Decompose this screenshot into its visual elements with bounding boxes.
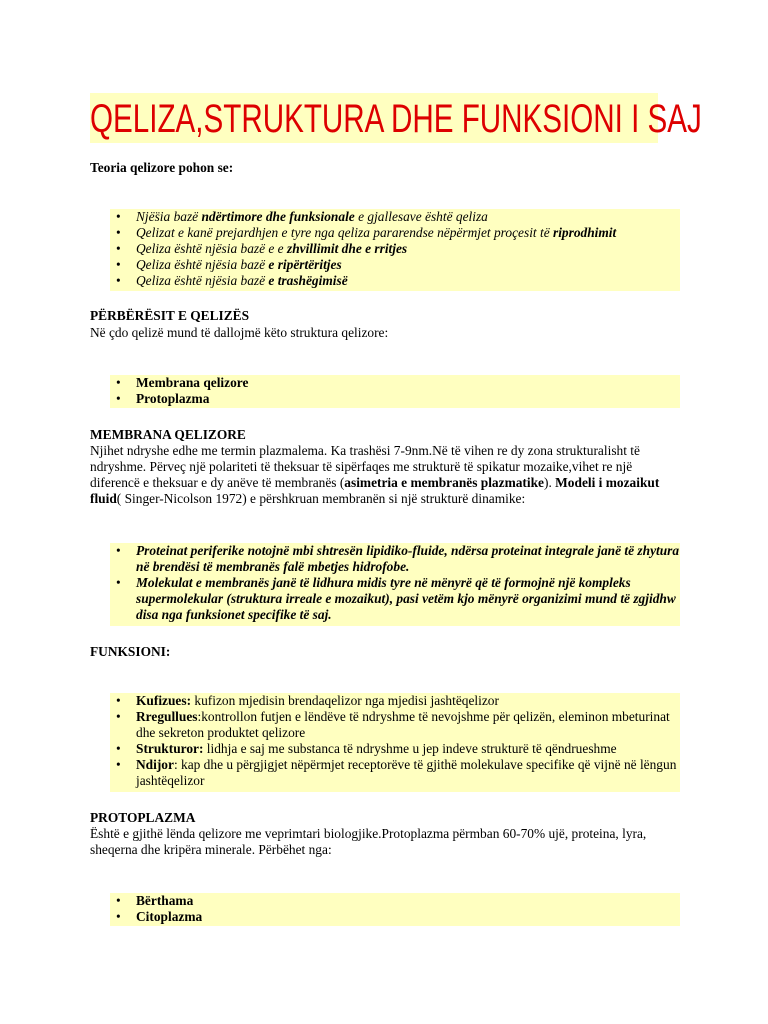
list-item: • Membrana qelizore <box>110 375 680 391</box>
list-item: • Qelizat e kanë prejardhjen e tyre nga qeliza pararendse nëpërmjet proçesit të riprodhimit <box>110 225 680 241</box>
list-item: • Protoplazma <box>110 391 680 407</box>
components-text: Në çdo qelizë mund të dallojmë këto struktura qelizore: <box>90 325 389 340</box>
list-item: • Qeliza është njësia bazë e ripërtëritjes <box>110 257 680 273</box>
list-item: • Rregullues:kontrollon futjen e lëndëve të ndryshme të nevojshme për qelizën, eleminon mbeturinat dhe sekreton produktet qelizore <box>110 709 680 741</box>
membrane-list <box>110 543 680 623</box>
protoplasm-heading: PROTOPLAZMA <box>90 810 196 825</box>
membrane-paragraph: Njihet ndryshe edhe me termin plazmalema. Ka trashësi 7-9nm.Në të vihen re dy zona strukturalisht të ndryshme. Përveç një polariteti të theksuar të sipërfaqes me strukturë të spikatur mozaike,vihet re një diferencë e theksuar e dy anëve të membranës (asimetria e membranës plazmatike). Modeli i mozaikut fluid( Singer-Nicolson 1972) e përshkruan membranën si një strukturë dinamike: <box>90 443 660 506</box>
list-item: • Strukturor: lidhja e saj me substanca të ndryshme u jep indeve strukturë të qëndrueshme <box>110 741 680 757</box>
list-item: • Kufizues: kufizon mjedisin brendaqelizor nga mjedisi jashtëqelizor <box>110 693 680 709</box>
page-title: QELIZA,STRUKTURA DHE FUNKSIONI I SAJ <box>90 97 702 141</box>
list-item: • Citoplazma <box>110 909 680 925</box>
list-item: • Bërthama <box>110 893 680 909</box>
intro-text: Teoria qelizore pohon se: <box>90 160 234 175</box>
title-banner <box>90 93 702 143</box>
functions-list <box>110 693 680 789</box>
list-item: • Molekulat e membranës janë të lidhura midis tyre në mënyrë që të formojnë një kompleks supermolekular (struktura irreale e mozaikut), pasi vetëm kjo mënyrë organizimi mund të zgjidhw disa nga funksionet specifike të saj. <box>110 575 680 623</box>
protoplasm-list <box>110 893 680 925</box>
list-item: • Ndijor: kap dhe u përgjigjet nëpërmjet receptorëve të gjithë molekulave specifike që vijnë në lëngun jashtëqelizor <box>110 757 680 789</box>
functions-heading: FUNKSIONI: <box>90 644 171 659</box>
components-list-box <box>110 375 680 408</box>
list-item: • Qeliza është njësia bazë e trashëgimisë <box>110 273 680 289</box>
membrane-heading: MEMBRANA QELIZORE <box>90 427 246 442</box>
components-list <box>110 375 680 407</box>
protoplasm-list-box <box>110 893 680 926</box>
list-item: • Një̈sia bazë ndërtimore dhe funksionale e gjallesave është qeliza <box>110 209 680 225</box>
protoplasm-paragraph: Është e gjithë lënda qelizore me veprimtari biologjike.Protoplazma përmban 60-70% ujë, proteina, lyra, sheqerna dhe kripëra minerale. Përbëhet nga: <box>90 826 647 857</box>
list-item: • Qeliza është njësia bazë e e zhvillimit dhe e rritjes <box>110 241 680 257</box>
list-item: • Proteinat periferike notojnë mbi shtresën lipidiko-fluide, ndërsa proteinat integrale janë të zhytura në brendësi të membranës falë mbetjes hidrofobe. <box>110 543 680 575</box>
components-heading: PËRBËRËSIT E QELIZËS <box>90 308 250 323</box>
theory-list-box <box>110 209 680 291</box>
theory-list <box>110 209 680 289</box>
functions-list-box <box>110 693 680 792</box>
membrane-list-box <box>110 543 680 626</box>
